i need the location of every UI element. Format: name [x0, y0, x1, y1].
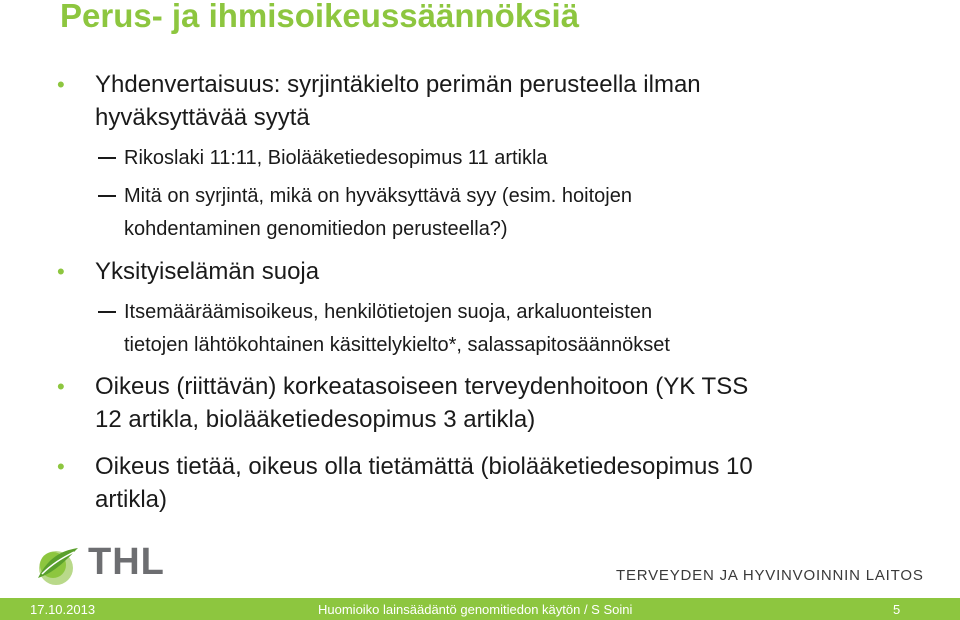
sub-item-criminal-code — [124, 142, 548, 175]
slide-title: Perus- ja ihmisoikeussäännöksiä — [60, 0, 580, 34]
bullet-text-line: artikla) — [95, 486, 168, 513]
sub-item-discrimination — [124, 180, 632, 246]
footer-bar — [0, 598, 960, 620]
bullet-right-to-know — [57, 450, 925, 516]
bullet-text-line: 12 artikla, biolääketiedesopimus 3 artikla) — [95, 406, 536, 433]
footer-title: Huomioiko lainsäädäntö genomitiedon käytön / S Soini — [318, 602, 633, 617]
bullet-dot-icon: • — [57, 259, 65, 284]
footer-date: 17.10.2013 — [30, 602, 96, 617]
dash-icon — [98, 157, 116, 159]
bullet-equality — [57, 68, 925, 134]
bullet-text-line: Yhdenvertaisuus: syrjintäkielto perimän perusteella ilman — [95, 71, 701, 98]
bullet-privacy — [57, 255, 925, 288]
dash-icon — [98, 311, 116, 313]
sub-text-line: Mitä on syrjintä, mikä on hyväksyttävä syy (esim. hoitojen — [124, 185, 632, 207]
bullet-text-line: Oikeus (riittävän) korkeatasoiseen terveydenhoitoon (YK TSS — [95, 373, 749, 400]
bullet-text-line: hyväksyttävää syytä — [95, 104, 310, 131]
sub-text-line: Rikoslaki 11:11, Biolääketiedesopimus 11 artikla — [124, 147, 548, 169]
bullet-healthcare — [57, 370, 925, 436]
institute-name: TERVEYDEN JA HYVINVOINNIN LAITOS — [616, 567, 924, 584]
page-number: 5 — [893, 602, 901, 617]
thl-logo-text: THL — [88, 541, 165, 583]
bullet-dot-icon: • — [57, 72, 65, 97]
sub-text-line: Itsemääräämisoikeus, henkilötietojen suoja, arkaluonteisten — [124, 301, 653, 323]
bullet-text-line: Yksityiselämän suoja — [95, 258, 320, 285]
sub-item-self-determination — [124, 296, 670, 362]
bullet-dot-icon: • — [57, 374, 65, 399]
sub-text-line: kohdentaminen genomitiedon perusteella?) — [124, 218, 508, 240]
dash-icon — [98, 195, 116, 197]
bullet-text-line: Oikeus tietää, oikeus olla tietämättä (biolääketiedesopimus 10 — [95, 453, 753, 480]
bullet-dot-icon: • — [57, 454, 65, 479]
sub-text-line: tietojen lähtökohtainen käsittelykielto*, salassapitosäännökset — [124, 334, 670, 356]
